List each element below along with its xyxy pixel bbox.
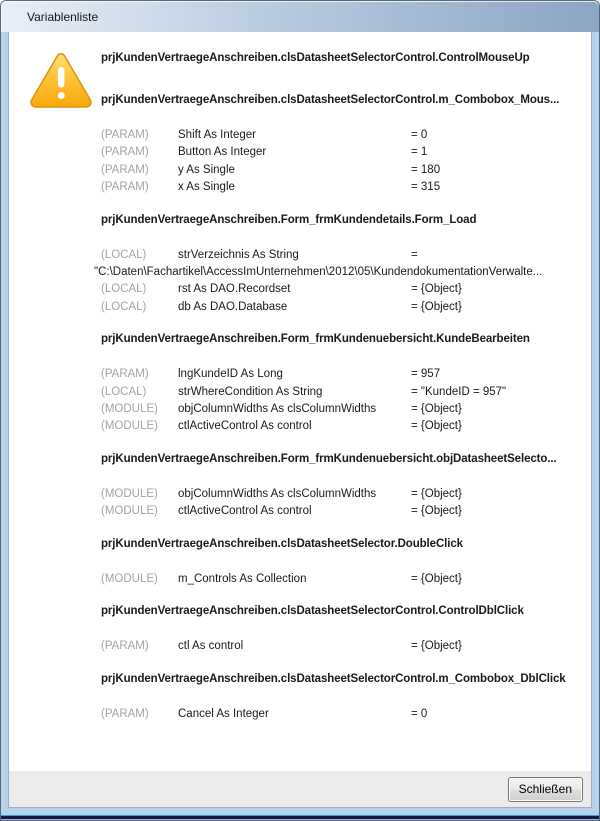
- warning-icon: [29, 51, 93, 109]
- procedure-section: [94, 536, 587, 588]
- variable-value: = 957: [411, 368, 441, 381]
- variable-scope: (MODULE): [101, 403, 158, 416]
- dialog-footer: [9, 771, 591, 807]
- procedure-name: prjKundenVertraegeAnschreiben.Form_frmKundenuebersicht.KundeBearbeiten: [101, 333, 530, 346]
- variable-value: = {Object}: [411, 640, 462, 653]
- variable-scope: (MODULE): [101, 505, 158, 518]
- variable-value: = {Object}: [411, 420, 462, 433]
- variable-scope: (LOCAL): [101, 385, 147, 398]
- variable-name: x As Single: [178, 181, 235, 194]
- procedure-section: [94, 50, 587, 67]
- variable-name: lngKundeID As Long: [178, 368, 283, 381]
- variable-scope: (MODULE): [101, 487, 158, 500]
- variable-rows: [94, 366, 587, 436]
- variable-value: = "KundeID = 957": [411, 385, 507, 398]
- procedure-section: [94, 671, 587, 723]
- variable-value: = 0: [411, 707, 428, 720]
- variable-row: [94, 401, 587, 418]
- variable-value: = {Object}: [411, 505, 462, 518]
- variable-row: [94, 281, 587, 298]
- variable-row: [94, 638, 587, 655]
- variable-row: [94, 366, 587, 383]
- variable-name: strVerzeichnis As String: [178, 248, 299, 261]
- procedure-name: prjKundenVertraegeAnschreiben.Form_frmKundendetails.Form_Load: [101, 213, 477, 226]
- procedure-section: [94, 603, 587, 655]
- variable-rows: [94, 706, 587, 723]
- variable-row: [94, 418, 587, 435]
- variable-row: [94, 247, 587, 282]
- variable-scope: (PARAM): [101, 707, 149, 720]
- variable-name: ctlActiveControl As control: [178, 420, 312, 433]
- procedure-name: prjKundenVertraegeAnschreiben.clsDatasheetSelectorControl.m_Combobox_DblClick: [101, 672, 566, 685]
- variable-rows: [94, 571, 587, 588]
- dialog-client-area: [8, 32, 592, 808]
- variable-scope: (LOCAL): [101, 300, 147, 313]
- variable-scope: (PARAM): [101, 368, 149, 381]
- variable-value: = 180: [411, 163, 441, 176]
- variable-scope: (LOCAL): [101, 283, 147, 296]
- procedure-name: prjKundenVertraegeAnschreiben.clsDatasheetSelectorControl.ControlMouseUp: [101, 52, 530, 64]
- variable-name: ctl As control: [178, 640, 244, 653]
- variable-scope: (PARAM): [101, 146, 149, 159]
- variable-value: = {Object}: [411, 283, 462, 296]
- variable-row: [94, 299, 587, 316]
- variable-value-wrapped: "C:\Daten\Fachartikel\AccessImUnternehmen\2012\05\KundendokumentationVerwalte...: [94, 266, 543, 279]
- procedure-section: [94, 92, 587, 197]
- variable-row: [94, 571, 587, 588]
- page-title: Variablenliste: [27, 9, 99, 24]
- variable-scope: (MODULE): [101, 420, 158, 433]
- variable-name: objColumnWidths As clsColumnWidths: [178, 487, 377, 500]
- variable-row: [94, 144, 587, 161]
- variable-row: [94, 162, 587, 179]
- variable-scope: (MODULE): [101, 572, 158, 585]
- variable-scope: (PARAM): [101, 129, 149, 141]
- variable-rows: [94, 638, 587, 655]
- variable-scope: (LOCAL): [101, 248, 147, 261]
- variable-name: Button As Integer: [178, 146, 267, 159]
- variable-row: [94, 486, 587, 503]
- variable-value: = 1: [411, 146, 428, 159]
- procedure-name: prjKundenVertraegeAnschreiben.Form_frmKundenuebersicht.objDatasheetSelecto...: [101, 452, 557, 465]
- variable-value: = {Object}: [411, 403, 462, 416]
- variable-value: = {Object}: [411, 487, 462, 500]
- procedure-section: [94, 451, 587, 521]
- procedure-name: prjKundenVertraegeAnschreiben.clsDatasheetSelectorControl.ControlDblClick: [101, 605, 524, 618]
- procedure-section: [94, 331, 587, 436]
- variable-rows: [94, 127, 587, 197]
- variable-value: = {Object}: [411, 572, 462, 585]
- window-bottom-border: [1, 808, 599, 820]
- variable-row: [94, 179, 587, 196]
- procedure-section: [94, 212, 587, 317]
- variable-row: [94, 127, 587, 144]
- procedure-name: prjKundenVertraegeAnschreiben.clsDatasheetSelector.DoubleClick: [101, 537, 463, 550]
- variable-row: [94, 384, 587, 401]
- variable-value: =: [411, 248, 418, 261]
- variable-name: strWhereCondition As String: [178, 385, 323, 398]
- variable-rows: [94, 486, 587, 521]
- variable-value: = {Object}: [411, 300, 462, 313]
- variable-name: Shift As Integer: [178, 129, 256, 141]
- variables-list: [9, 32, 591, 771]
- titlebar[interactable]: [1, 1, 599, 32]
- variable-name: db As DAO.Database: [178, 300, 288, 313]
- close-button[interactable]: Schließen: [508, 777, 583, 802]
- procedure-name: prjKundenVertraegeAnschreiben.clsDatasheetSelectorControl.m_Combobox_Mous...: [101, 94, 560, 106]
- variable-row: [94, 503, 587, 520]
- variable-name: rst As DAO.Recordset: [178, 283, 291, 296]
- variable-name: Cancel As Integer: [178, 707, 269, 720]
- variable-value: = 0: [411, 129, 428, 141]
- variable-name: m_Controls As Collection: [178, 572, 307, 585]
- variable-scope: (PARAM): [101, 181, 149, 194]
- variable-name: y As Single: [178, 163, 235, 176]
- variable-row: [94, 706, 587, 723]
- variable-scope: (PARAM): [101, 640, 149, 653]
- variable-scope: (PARAM): [101, 163, 149, 176]
- variable-name: objColumnWidths As clsColumnWidths: [178, 403, 377, 416]
- variable-name: ctlActiveControl As control: [178, 505, 312, 518]
- variable-rows: [94, 247, 587, 317]
- variable-value: = 315: [411, 181, 441, 194]
